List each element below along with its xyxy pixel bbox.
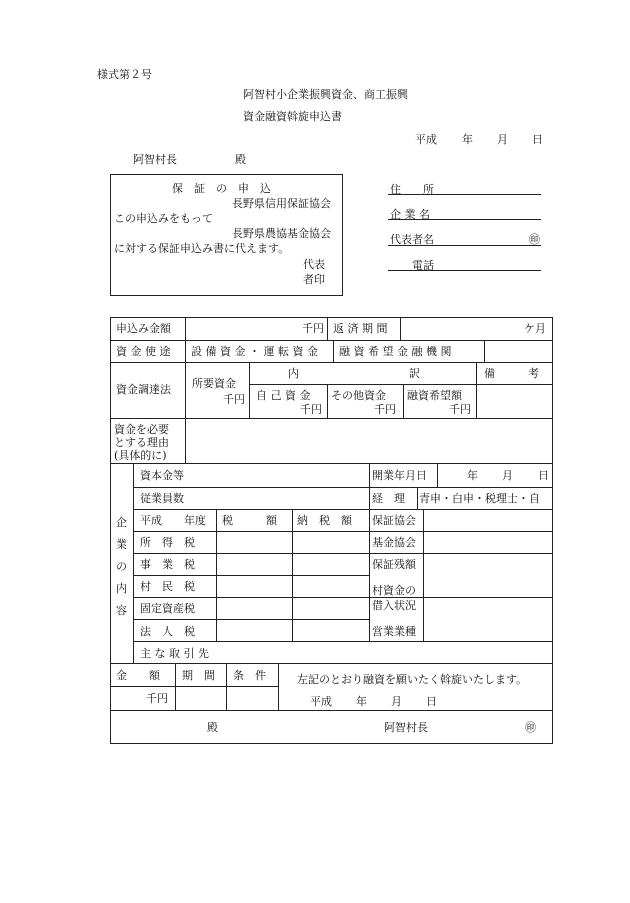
corporate-tax-amount[interactable] xyxy=(218,621,290,639)
income-tax-label: 所 得 税 xyxy=(140,536,195,549)
company-field[interactable] xyxy=(388,219,541,220)
phone-field[interactable] xyxy=(388,270,541,271)
bottom-honorific: 殿 xyxy=(207,721,218,734)
fund-assoc-label: 基金協会 xyxy=(372,536,416,549)
date-month: 月 xyxy=(497,133,508,146)
guarantee-assoc-field[interactable] xyxy=(425,511,551,529)
fund-use-options[interactable]: 設 備 資 金 ・ 運 転 資 金 xyxy=(191,345,318,358)
business-tax-label: 事 業 税 xyxy=(140,558,195,571)
business-label-char: 企 xyxy=(116,516,127,529)
mediation-date-month: 月 xyxy=(391,695,402,708)
bottom-seal-icon: ㊞ xyxy=(525,721,536,734)
desired-bank-field[interactable] xyxy=(486,342,551,360)
main-clients-label: 主 な 取 引 先 xyxy=(140,647,209,660)
loan-amount-unit: 千円 xyxy=(302,322,324,335)
date-year: 年 xyxy=(462,133,473,146)
recipient-field[interactable] xyxy=(112,712,202,742)
amount-label: 金 額 xyxy=(116,669,160,682)
desired-bank-label: 融 資 希 望 金 融 機 関 xyxy=(339,345,452,358)
property-tax-paid[interactable] xyxy=(294,599,367,617)
business-label-char: 内 xyxy=(116,582,127,595)
guarantee-balance-field[interactable] xyxy=(425,555,551,573)
address-label: 住 所 xyxy=(390,183,434,196)
corporate-tax-paid[interactable] xyxy=(294,621,367,639)
employees-label: 従業員数 xyxy=(140,492,184,505)
phone-label: 電話 xyxy=(412,259,434,272)
address-field[interactable] xyxy=(388,194,541,195)
business-type-label: 営業業種 xyxy=(372,625,416,638)
founding-day: 日 xyxy=(538,469,549,482)
form-title-line1: 阿智村小企業振興資金、商工振興 xyxy=(243,88,408,101)
company-label: 企 業 名 xyxy=(390,208,430,221)
business-type-field[interactable] xyxy=(425,621,551,639)
reason-field[interactable] xyxy=(187,420,551,461)
capital-label: 資本金等 xyxy=(140,469,184,482)
accounting-label: 経 理 xyxy=(372,492,405,505)
own-funds-unit: 千円 xyxy=(300,403,322,416)
mediation-conditions-field[interactable] xyxy=(228,688,276,708)
mediation-amount-unit: 千円 xyxy=(146,692,168,705)
conditions-label: 条 件 xyxy=(233,669,266,682)
business-label-char: 容 xyxy=(116,604,127,617)
property-tax-amount[interactable] xyxy=(218,599,290,617)
form-title-line2: 資金融資斡旋申込書 xyxy=(243,110,342,123)
reason-label-3: (具体的に) xyxy=(114,449,167,462)
bottom-mayor: 阿智村長 xyxy=(384,721,428,734)
founding-label: 開業年月日 xyxy=(372,469,427,482)
rep-field[interactable] xyxy=(388,245,541,246)
addressee-honorific: 殿 xyxy=(235,153,246,166)
guarantee-org2: 長野県農協基金協会 xyxy=(232,227,331,240)
loan-amount-field[interactable] xyxy=(187,319,297,338)
business-label-char: 業 xyxy=(116,538,127,551)
property-tax-label: 固定資産税 xyxy=(140,602,195,615)
funding-method-label: 資金調達法 xyxy=(116,383,171,396)
rep-label: 代表者名 xyxy=(390,233,434,246)
repay-period-field[interactable] xyxy=(402,319,522,338)
guarantee-org1: 長野県信用保証協会 xyxy=(232,197,331,210)
village-loans-field[interactable] xyxy=(425,577,551,617)
village-tax-paid[interactable] xyxy=(294,577,367,595)
other-funds-unit: 千円 xyxy=(374,403,396,416)
main-clients-field[interactable] xyxy=(220,643,551,661)
income-tax-amount[interactable] xyxy=(218,533,290,551)
business-tax-amount[interactable] xyxy=(218,555,290,573)
mediation-date-day: 日 xyxy=(426,695,437,708)
mediation-date-year: 年 xyxy=(356,695,367,708)
own-funds-label: 自 己 資 金 xyxy=(256,389,311,402)
repay-period-label: 返 済 期 間 xyxy=(333,322,388,335)
accounting-options[interactable]: 青申・白申・税理士・自 xyxy=(419,492,540,505)
remarks-label: 備 考 xyxy=(484,367,539,380)
guarantee-balance-label: 保証残額 xyxy=(372,558,416,571)
fiscal-year-label: 平成 年度 xyxy=(140,514,206,527)
tax-amount-label: 税 額 xyxy=(222,514,277,527)
corporate-tax-label: 法 人 税 xyxy=(140,625,195,638)
fund-assoc-field[interactable] xyxy=(425,533,551,551)
other-funds-label: その他資金 xyxy=(331,389,386,402)
village-loans-label-2: 借入状況 xyxy=(372,599,416,612)
capital-field[interactable] xyxy=(210,465,367,485)
date-day: 日 xyxy=(532,133,543,146)
reason-label-1: 資金を必要 xyxy=(114,423,169,436)
guarantee-assoc-label: 保証協会 xyxy=(372,514,416,527)
village-tax-amount[interactable] xyxy=(218,577,290,595)
village-tax-label: 村 民 税 xyxy=(140,580,195,593)
required-funds-label: 所要資金 xyxy=(192,377,236,390)
loan-desired-label: 融資希望額 xyxy=(407,389,462,402)
fund-use-label: 資 金 使 途 xyxy=(116,345,171,358)
guarantee-heading: 保 証 の 申 込 xyxy=(172,182,271,195)
reason-label-2: とする理由 xyxy=(114,436,169,449)
business-label-char: の xyxy=(116,560,127,573)
employees-field[interactable] xyxy=(210,489,367,507)
guarantee-line1: この申込みをもって xyxy=(114,212,213,225)
date-era: 平成 xyxy=(415,133,437,146)
guarantee-line2: に対する保証申込み書に代えます。 xyxy=(114,242,290,255)
addressee-name: 阿智村長 xyxy=(133,153,177,166)
loan-amount-label: 申込み金額 xyxy=(116,322,171,335)
founding-year: 年 xyxy=(467,469,478,482)
mediation-period-field[interactable] xyxy=(177,688,224,708)
mediation-date-era: 平成 xyxy=(310,695,332,708)
breakdown-label: 内 訳 xyxy=(288,367,420,380)
seal-label-2: 者印 xyxy=(303,273,325,286)
income-tax-paid[interactable] xyxy=(294,533,367,551)
period-label: 期 間 xyxy=(182,669,215,682)
form-number: 様式第２号 xyxy=(97,68,152,81)
seal-mark-icon: ㊞ xyxy=(529,233,540,246)
village-loans-label-1: 村資金の xyxy=(372,584,416,597)
seal-label-1: 代表 xyxy=(303,258,325,271)
business-tax-paid[interactable] xyxy=(294,555,367,573)
loan-desired-unit: 千円 xyxy=(449,403,471,416)
mediation-statement: 左記のとおり融資を願いたく斡旋いたします。 xyxy=(297,673,528,686)
required-funds-unit: 千円 xyxy=(223,393,245,406)
founding-month: 月 xyxy=(502,469,513,482)
months-unit: ケ月 xyxy=(524,322,546,335)
paid-tax-label: 納 税 額 xyxy=(297,514,352,527)
